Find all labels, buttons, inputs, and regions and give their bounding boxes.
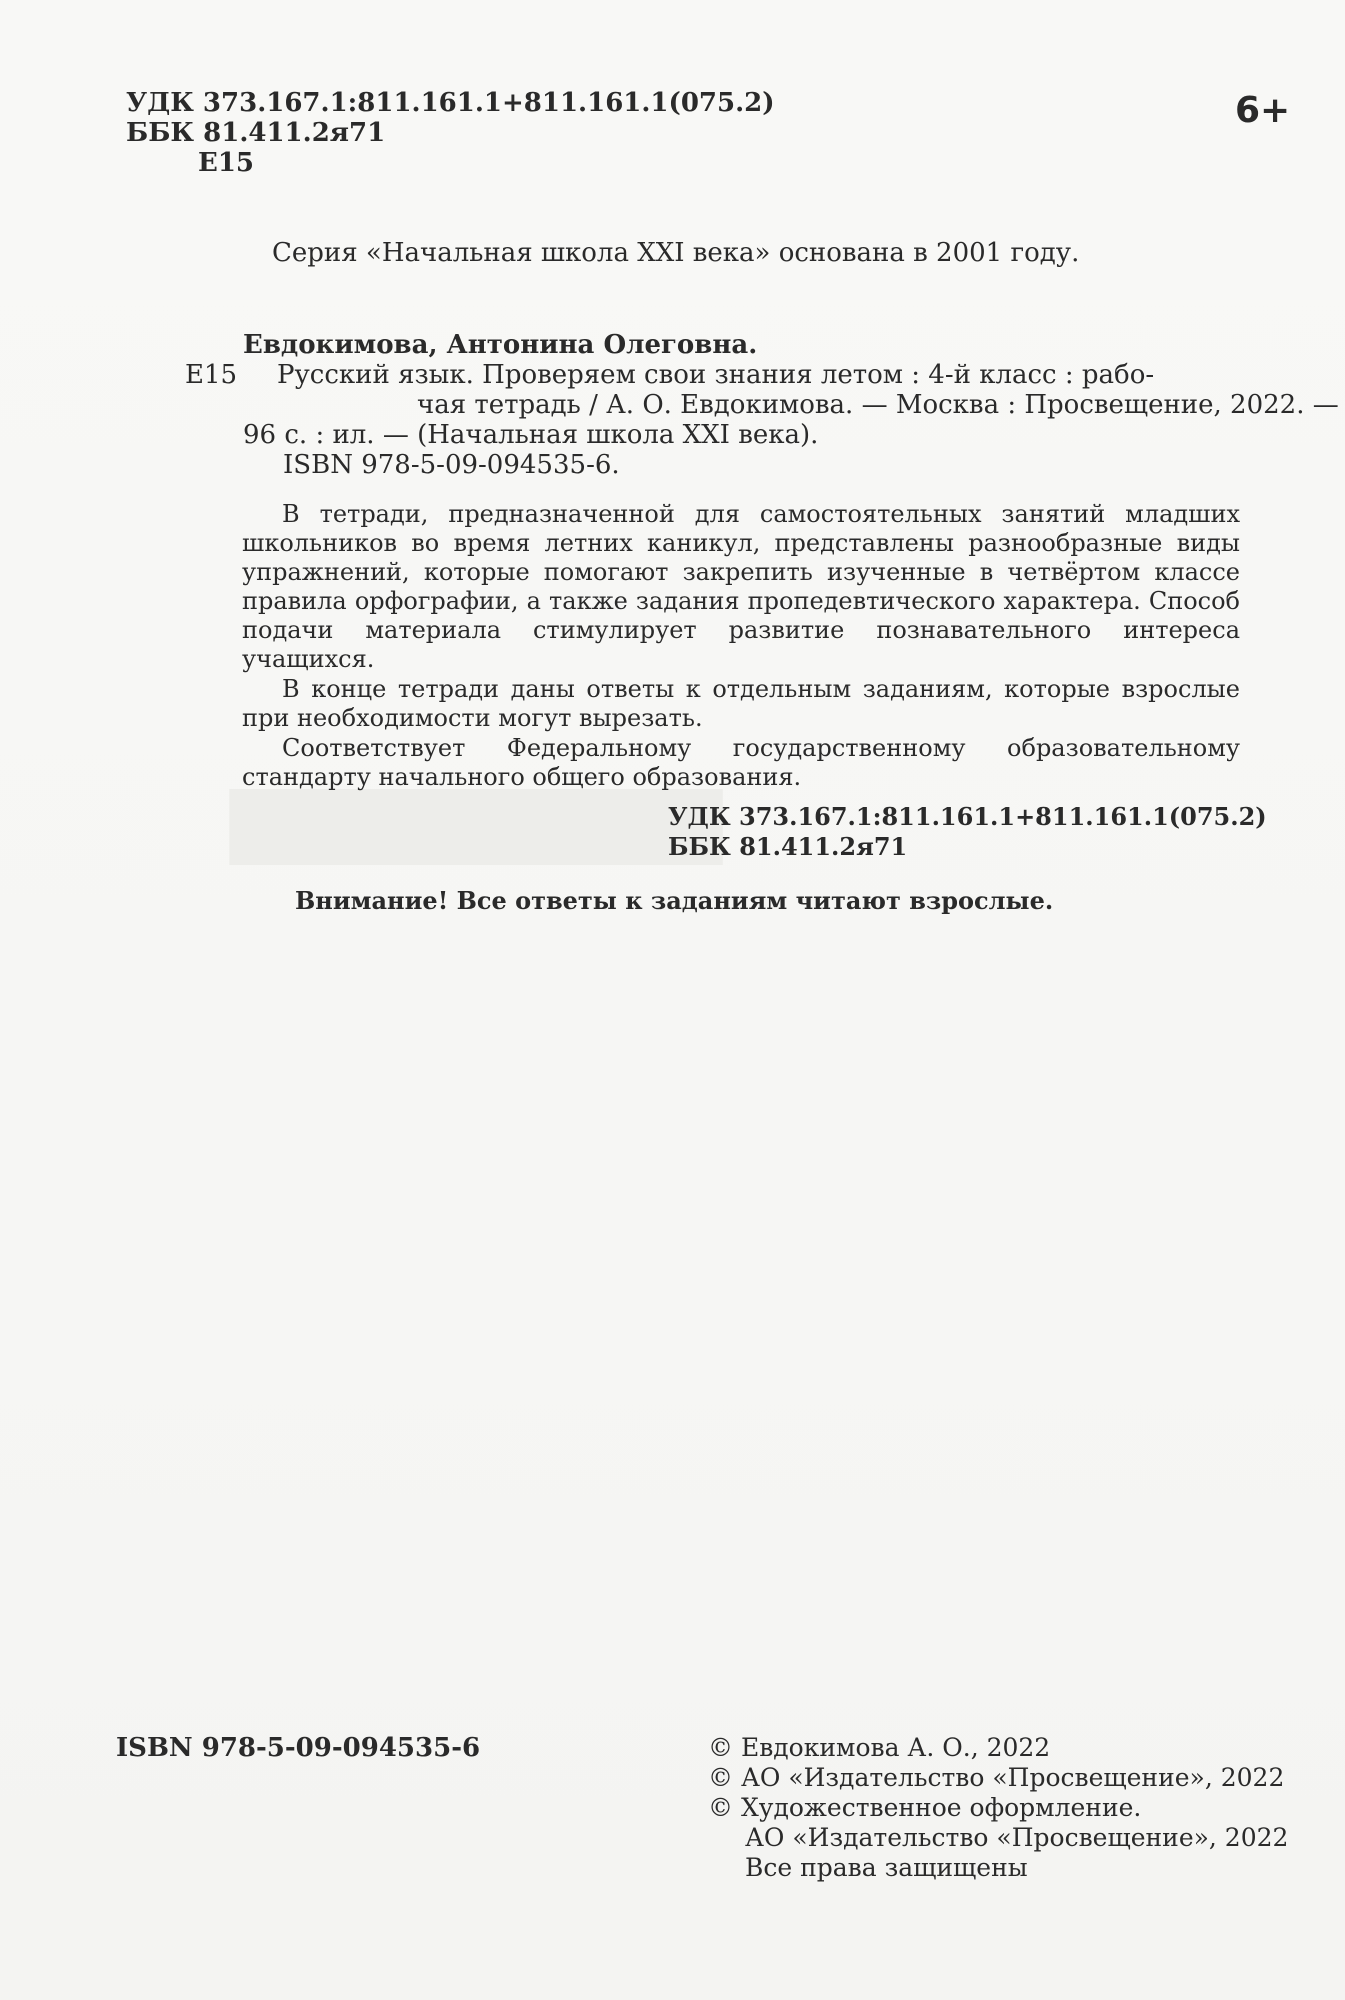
series-note: Серия «Начальная школа XXI века» основана в 2001 году.: [272, 238, 1080, 268]
copyright-block: [708, 1733, 1288, 1883]
annotation-paragraph: В тетради, предназначенной для самостоятельных занятий младших школьников во время летних каникул, представлены разнообразные виды упражнений, которые помогают закрепить изученные в четвёртом классе правила орфографии, а также задания пропедевтического характера. Способ подачи материала стимулирует развитие познавательного интереса учащихся.: [242, 500, 1240, 673]
udk-code: УДК 373.167.1:811.161.1+811.161.1(075.2): [126, 88, 775, 118]
copyright-author: © Евдокимова А. О., 2022: [708, 1733, 1051, 1762]
record-mark: Е15: [185, 360, 238, 390]
bleed-through-title: ██████████: [230, 790, 723, 865]
classification-repeat: [668, 802, 1267, 862]
author-name: Евдокимова, Антонина Олеговна.: [243, 330, 758, 360]
copyright-design: © Художественное оформление.: [708, 1793, 1142, 1822]
title-line-2: чая тетрадь / А. О. Евдокимова. — Москва : Просвещение, 2022. —: [417, 390, 1339, 420]
copyright-publisher: © АО «Издательство «Просвещение», 2022: [708, 1763, 1285, 1792]
age-rating: 6+: [1235, 90, 1291, 131]
bibliographic-record: [185, 330, 1339, 480]
attention-note: Внимание! Все ответы к заданиям читают взрослые.: [295, 886, 1054, 915]
title-line-1: Русский язык. Проверяем свои знания летом : 4-й класс : рабо-: [277, 360, 1155, 390]
record-isbn: ISBN 978-5-09-094535-6.: [283, 450, 620, 480]
author-mark: Е15: [198, 148, 254, 178]
bbk-code: ББК 81.411.2я71: [126, 118, 386, 148]
annotation: [242, 500, 1240, 792]
classification-block: [126, 88, 775, 178]
annotation-paragraph: Соответствует Федеральному государственному образовательному стандарту начального общего образования.: [242, 734, 1240, 791]
udk-code-repeat: УДК 373.167.1:811.161.1+811.161.1(075.2): [668, 802, 1267, 831]
isbn: ISBN 978-5-09-094535-6: [116, 1733, 481, 1763]
title-line-3: 96 с. : ил. — (Начальная школа XXI века).: [243, 420, 819, 450]
bbk-code-repeat: ББК 81.411.2я71: [668, 832, 908, 861]
rights-reserved: Все права защищены: [745, 1853, 1028, 1882]
annotation-paragraph: В конце тетради даны ответы к отдельным заданиям, которые взрослые при необходимости могут вырезать.: [242, 675, 1240, 732]
copyright-design-owner: АО «Издательство «Просвещение», 2022: [745, 1823, 1289, 1852]
